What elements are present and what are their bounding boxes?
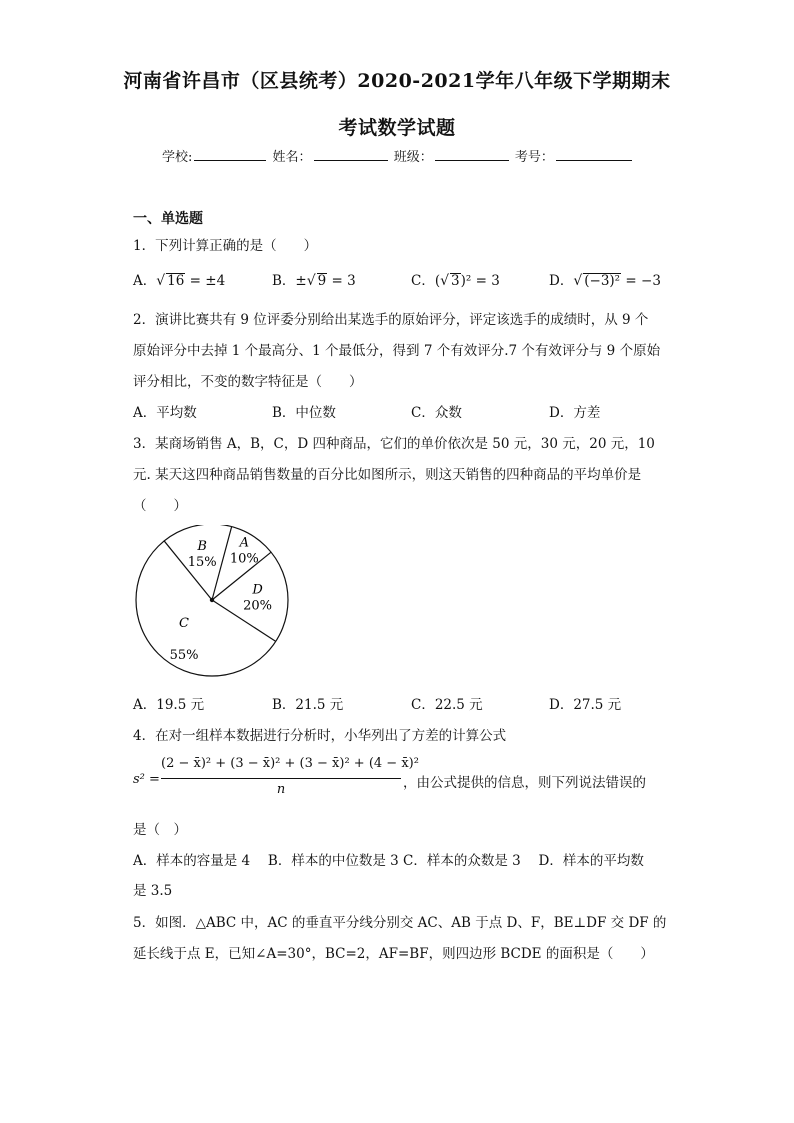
q1-d-rest: = −3 [621,273,661,289]
q1-a-radicand: 16 [167,273,185,289]
pie-label-b: B [197,538,207,554]
q3-option-c[interactable]: C．22.5 元 [411,697,483,713]
formula-lhs: s² = [133,772,160,787]
q1-option-d[interactable] [549,269,661,289]
q1-c-rest: )² = 3 [460,273,500,289]
q4-options[interactable]: A．样本的容量是 4 B．样本的中位数是 3 C．样本的众数是 3 D．样本的平均数 [133,853,644,869]
q2-option-b[interactable]: B．中位数 [272,405,336,421]
q4-options-cont: 是 3.5 [133,883,173,899]
school-label: 学校: [162,150,193,165]
fraction-bar [161,778,401,779]
q3-line3: （ ） [133,498,187,514]
student-info-row [162,146,634,165]
q3-option-a[interactable]: A．19.5 元 [133,697,205,713]
q1-option-c[interactable] [411,269,500,289]
q5-line1: 5．如图．△ABC 中，AC 的垂直平分线分别交 AC、AB 于点 D、F，BE⊥DF 交 DF 的 [133,915,667,931]
q1-c-label: C．( [411,273,441,289]
pie-label-a: A [239,535,249,551]
pie-center-dot [210,598,214,602]
pie-value-a: 10% [229,551,259,567]
exam-title-line1: 河南省许昌市（区县统考）2020-2021学年八年级下学期期末 [123,70,671,92]
formula-numerator: (2 − x̄)² + (3 − x̄)² + (3 − x̄)² + (4 − x̄)² [161,756,419,771]
q5-line2: 延长线于点 E，已知∠A=30°，BC=2，AF=BF，则四边形 BCDE 的面积是（ ） [133,946,654,962]
q1-b-rest: = 3 [327,273,356,289]
q3-line2: 元. 某天这四种商品销售数量的百分比如图所示，则这天销售的四种商品的平均单价是 [133,467,642,483]
q1-c-radicand: 3 [451,273,460,289]
q1-d-label: D． [549,273,574,289]
q4-line1: 4．在对一组样本数据进行分析时，小华列出了方差的计算公式 [133,728,507,744]
radical-icon: √ [306,273,316,289]
q1-a-label: A． [133,273,157,289]
pie-value-b: 15% [187,554,217,570]
q2-line1: 2．演讲比赛共有 9 位评委分别给出某选手的原始评分，评定该选手的成绩时，从 9 个 [133,312,649,328]
q1-a-rest: = ±4 [185,273,226,289]
class-label: 班级： [393,150,433,165]
q2-line2: 原始评分中去掉 1 个最高分、1 个最低分，得到 7 个有效评分.7 个有效评分与 9 个原始 [133,343,661,359]
q2-option-c[interactable]: C．众数 [411,405,462,421]
q2-option-a[interactable]: A．平均数 [133,405,197,421]
radical-icon: √ [573,273,583,289]
name-blank[interactable] [314,148,388,161]
pie-label-c: C [179,616,190,632]
class-blank[interactable] [435,148,509,161]
formula-denominator: n [276,782,286,797]
exam-title-line2: 考试数学试题 [338,117,456,139]
pie-value-c: 55% [169,648,199,664]
q3-option-d[interactable]: D．27.5 元 [549,697,622,713]
q1-b-label: B．± [272,273,307,289]
formula-tail: ，由公式提供的信息，则下列说法错误的 [403,775,646,791]
q1-option-a[interactable] [133,269,225,289]
q3-line1: 3．某商场销售 A，B，C，D 四种商品，它们的单价依次是 50 元，30 元，20 元，10 [133,436,655,452]
variance-formula [133,756,673,802]
q1-b-radicand: 9 [317,273,327,289]
q4-line3: 是（ ） [133,822,187,838]
pie-label-d: D [252,582,263,598]
radical-icon: √ [440,273,450,289]
pie-chart [130,525,296,687]
q2-option-d[interactable]: D．方差 [549,405,601,421]
number-blank[interactable] [556,148,632,161]
pie-value-d: 20% [243,598,272,614]
radical-icon: √ [156,273,166,289]
school-blank[interactable] [194,148,266,161]
q1-d-radicand: (−3)² [584,273,621,289]
section-heading: 一、单选题 [133,211,203,227]
q3-option-b[interactable]: B．21.5 元 [272,697,344,713]
q1-option-b[interactable] [272,269,356,289]
name-label: 姓名： [272,150,312,165]
number-label: 考号： [514,150,554,165]
q1-stem: 1．下列计算正确的是（ ） [133,238,318,254]
q2-line3: 评分相比，不变的数字特征是（ ） [133,374,363,390]
